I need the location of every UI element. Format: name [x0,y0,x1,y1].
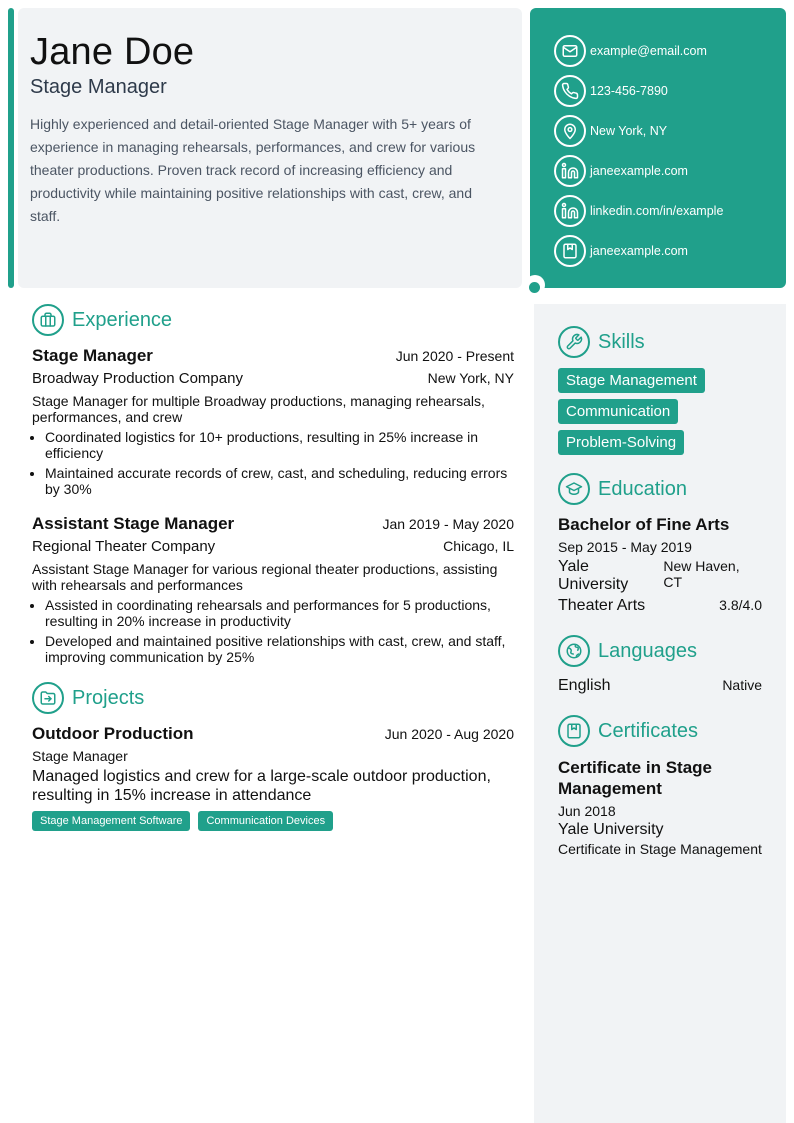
briefcase-icon [32,304,64,336]
section-title: Projects [72,686,145,709]
bullet-item: • Assisted in coordinating rehearsals and performances for 5 productions, resulting in 20% increase in productivity [45,597,514,629]
contact-text: New York, NY [590,124,668,138]
wrench-icon [558,326,590,358]
contact-text: example@email.com [590,44,707,58]
section-title: Experience [72,308,173,331]
job-dates: Jan 2019 - May 2020 [382,516,514,532]
section-title: Languages [598,639,697,662]
globe-icon [558,635,590,667]
contact-location [554,111,786,151]
job-bullets [32,597,514,665]
project-tag: Communication Devices [198,811,333,831]
contact-phone[interactable] [554,71,786,111]
project-tags [32,811,514,831]
certificates-section [558,715,762,857]
summary-text: Highly experienced and detail-oriented Stage Manager with 5+ years of experience in managing rehearsals, performances, and crew for various theater productions. Proven track record of increasing efficiency and productivity while maintaining positive relationships with cast, crew, and staff. [30,116,476,224]
skill-tag: Stage Management [558,368,705,393]
certificates-heading [558,715,762,747]
contact-email[interactable] [554,31,786,71]
bullet-item: • Maintained accurate records of crew, cast, and scheduling, reducing errors by 30% [45,465,514,497]
project-tag: Stage Management Software [32,811,190,831]
contact-text: linkedin.com/in/example [590,204,724,218]
contact-linkedin[interactable] [554,191,786,231]
certificate-name: Certificate in Stage Management [558,758,712,798]
school-location: New Haven, CT [663,558,740,590]
certificate-description: Certificate in Stage Management [558,841,762,857]
section-title: Education [598,477,687,500]
job-entry [32,346,514,497]
header-panel [18,8,522,288]
company-name: Broadway Production Company [32,370,243,387]
language-level: Native [722,677,762,693]
section-title: Certificates [598,719,699,742]
languages-heading [558,635,762,667]
contact-website[interactable] [554,151,786,191]
linkedin-icon [554,155,586,187]
mail-icon [554,35,586,67]
degree: Bachelor of Fine Arts [558,515,730,534]
timeline-dot-inner [529,282,540,293]
contact-text: 123-456-7890 [590,84,668,98]
job-title: Assistant Stage Manager [32,514,235,533]
job-dates: Jun 2020 - Present [395,348,514,364]
project-entry [32,724,514,831]
company-location: New York, NY [427,370,514,386]
skill-tag: Problem-Solving [558,430,684,455]
experience-heading [32,304,514,336]
contact-panel [530,8,786,288]
contact-text: janeexample.com [590,244,688,258]
phone-icon [554,75,586,107]
contact-portfolio[interactable] [554,231,786,271]
project-title: Outdoor Production [32,724,194,743]
skills-heading [558,326,762,358]
candidate-title: Stage Manager [30,76,167,98]
projects-heading [32,682,514,714]
company-location: Chicago, IL [443,538,514,554]
skills-section [558,326,762,461]
gpa: 3.8/4.0 [719,597,762,613]
job-bullets [32,429,514,497]
certificate-date: Jun 2018 [558,803,616,819]
sidebar-column [534,304,786,1123]
language-row [558,677,762,695]
job-description: Stage Manager for multiple Broadway productions, managing rehearsals, performances, and crew [32,393,485,425]
company-name: Regional Theater Company [32,538,216,555]
certificate-icon [558,715,590,747]
bullet-item: • Developed and maintained positive relationships with cast, crew, and staff, improving communication by 25% [45,633,514,665]
bullet-item: • Coordinated logistics for 10+ productions, resulting in 25% increase in efficiency [45,429,514,461]
project-description: Managed logistics and crew for a large-scale outdoor production, resulting in 15% increase in attendance [32,768,491,804]
main-column [32,304,514,848]
graduation-cap-icon [558,473,590,505]
skill-tag: Communication [558,399,678,424]
education-heading [558,473,762,505]
project-dates: Jun 2020 - Aug 2020 [384,726,514,742]
job-title: Stage Manager [32,346,153,365]
school-name: Yale University [558,558,629,593]
candidate-name: Jane Doe [30,31,195,73]
job-description: Assistant Stage Manager for various regional theater productions, assisting with rehearsals and performances [32,561,498,593]
education-dates: Sep 2015 - May 2019 [558,539,692,555]
project-role: Stage Manager [32,748,128,764]
language-name: English [558,677,611,694]
education-section [558,473,762,615]
linkedin-icon [554,195,586,227]
location-icon [554,115,586,147]
folder-icon [32,682,64,714]
contact-text: janeexample.com [590,164,688,178]
certificate-issuer: Yale University [558,821,664,838]
field-of-study: Theater Arts [558,597,646,614]
portfolio-icon [554,235,586,267]
accent-bar [8,8,14,288]
job-entry [32,514,514,665]
languages-section [558,635,762,695]
section-title: Skills [598,330,645,353]
